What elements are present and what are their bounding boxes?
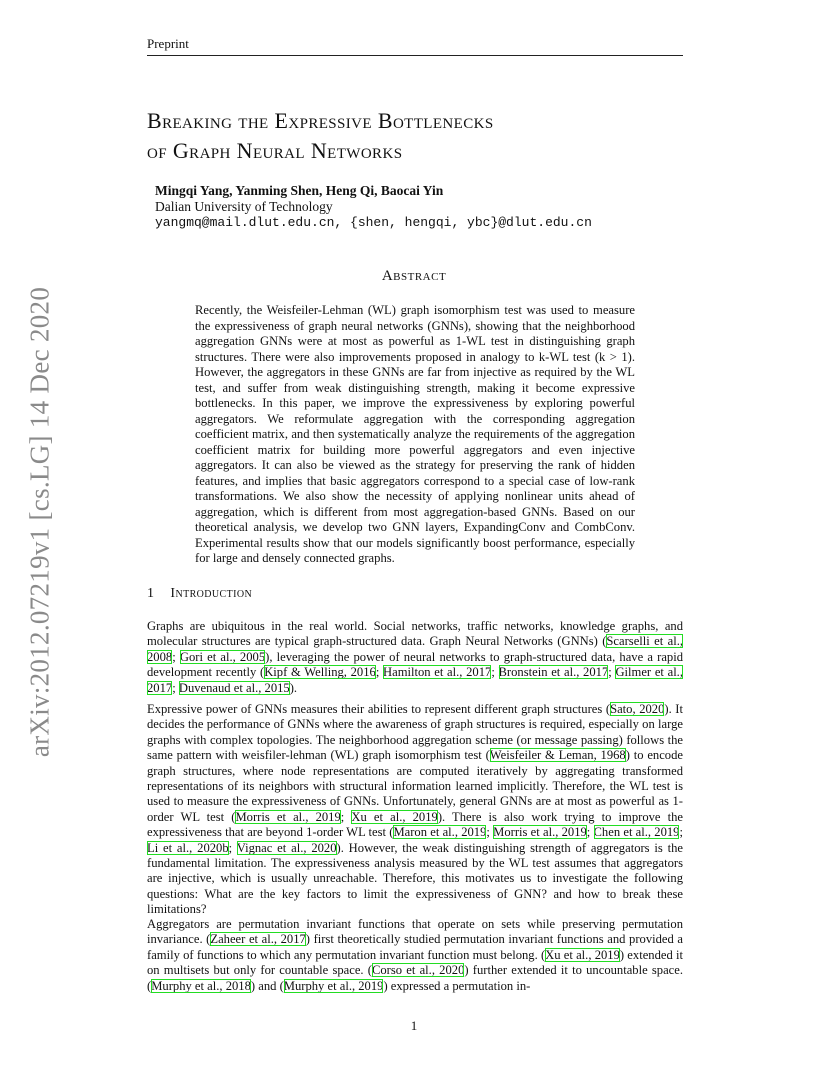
citation-link[interactable]: Murphy et al., 2018 [151, 978, 251, 993]
citation-link[interactable]: Morris et al., 2019 [235, 809, 341, 824]
citation-link[interactable]: Gori et al., 2005 [179, 649, 266, 664]
page-number: 1 [410, 1018, 418, 1033]
citation-link[interactable]: Li et al., 2020b [147, 840, 229, 855]
paragraph-text: ) extended it on multisets but only for countable space. ( [147, 947, 683, 978]
paragraph-text: ) first theoretically studied permutation invariant functions and provided a family of functions to which any permutation invariant function must belong. ( [147, 932, 683, 962]
citation-link[interactable]: Chen et al., 2019 [593, 825, 680, 840]
intro-paragraph-2 [147, 702, 683, 918]
citation-link[interactable]: Corso et al., 2020 [371, 963, 465, 978]
paragraph-text: Graphs are ubiquitous in the real world. Social networks, traffic networks, knowledge graphs, and molecular structures are typical graph-structured data. Graph Neural Networks (GNNs) ( [147, 619, 683, 649]
running-header: Preprint [147, 36, 683, 56]
paragraph-text: Expressive power of GNNs measures their abilities to represent different graph structures ( [147, 702, 611, 716]
section-heading [147, 586, 252, 602]
paragraph-text: ; [375, 665, 384, 680]
paragraph-text: ). [289, 680, 298, 695]
title-line-1: Breaking the Expressive Bottlenecks [147, 108, 494, 133]
paragraph-text: ; [228, 840, 237, 855]
abstract-heading: Abstract [381, 268, 447, 284]
paragraph-text: ; [340, 809, 352, 824]
author-affiliation: Dalian University of Technology [155, 199, 333, 214]
citation-link[interactable]: Weisfeiler & Leman, 1968 [489, 748, 626, 763]
citation-link[interactable]: Duvenaud et al., 2015 [178, 680, 290, 695]
paragraph-text: ) expressed a permutation in- [383, 978, 531, 993]
citation-link[interactable]: Murphy et al., 2019 [283, 978, 384, 993]
intro-paragraph-3 [147, 917, 683, 994]
paragraph-text: ; [608, 665, 616, 680]
paragraph-text: ) further extended it to uncountable space. ( [147, 963, 684, 993]
paragraph-text: ), leveraging the power of neural networks to graph-structured data, have a rapid development recently ( [147, 649, 683, 680]
citation-link[interactable]: Sato, 2020 [610, 702, 665, 716]
paragraph-text: ) and ( [250, 978, 284, 993]
paragraph-text: ). There is also work trying to improve the expressiveness that are beyond 1-order WL test ( [147, 809, 684, 840]
citation-link[interactable]: Bronstein et al., 2017 [498, 665, 609, 680]
title-line-2: of Graph Neural Networks [147, 138, 403, 163]
abstract-text: Recently, the Weisfeiler-Lehman (WL) graph isomorphism test was used to measure the expressiveness of graph neural networks (GNNs), showing that the neighborhood aggregation GNNs were at most as powerful as 1-WL test in distinguishing graph structures. There were also improvements proposed in analogy to k-WL test (k > 1). However, the aggregators in these GNNs are far from injective as required by the WL test, and suffer from weak distinguishing strength, making it become expressive bottlenecks. In this paper, we improve the expressiveness by exploring powerful aggregators. We reformulate aggregation with the corresponding aggregation coefficient matrix, and then systematically analyze the requirements of the aggregation coefficient matrix for building more powerful aggregators and even injective aggregators. It can also be viewed as the strategy for preserving the rank of hidden features, and implies that basic aggregators correspond to a special case of low-rank transformations. We also show the necessity of applying nonlinear units ahead of aggregation, which is different from most aggregation-based GNNs. Based on our theoretical analysis, we develop two GNN layers, ExpandingConv and CombConv. Experimental results show that our models significantly boost performance, especially for large and densely connected graphs. [195, 303, 635, 565]
citation-link[interactable]: Hamilton et al., 2017 [383, 665, 492, 680]
paragraph-text: ; [172, 680, 179, 695]
paragraph-text: Aggregators are permutation invariant functions that operate on sets while preserving permutation invariance. ( [147, 917, 683, 947]
citation-link[interactable]: Scarselli et al., 2008 [147, 634, 683, 664]
paragraph-text: ; [586, 825, 594, 840]
citation-link[interactable]: Maron et al., 2019 [393, 825, 487, 840]
intro-paragraph-1 [147, 619, 683, 696]
paper-title [147, 106, 707, 166]
paragraph-text: ). However, the weak distinguishing strength of aggregators is the fundamental limitation. The expressiveness analysis measured by the WL test assumes that aggregators are injective, which is usually unreachable. Therefore, this motivates us to investigate the following questions: What are the key factors to limit the expressiveness of GNN? and how to break these limitations? [147, 840, 684, 917]
arxiv-identifier: arXiv:2012.07219v1 [cs.LG] 14 Dec 2020 [24, 286, 55, 758]
citation-link[interactable]: Kipf & Welling, 2016 [264, 665, 376, 680]
paragraph-text: ; [491, 665, 499, 680]
arxiv-stamp [18, 282, 62, 762]
section-title: Introduction [170, 586, 253, 601]
author-block [155, 183, 592, 231]
citation-link[interactable]: Morris et al., 2019 [493, 825, 587, 840]
author-email: yangmq@mail.dlut.edu.cn, {shen, hengqi, ybc}@dlut.edu.cn [155, 215, 592, 230]
section-number: 1 [147, 586, 155, 601]
author-names: Mingqi Yang, Yanming Shen, Heng Qi, Baocai Yin [155, 183, 444, 198]
citation-link[interactable]: Xu et al., 2019 [545, 947, 620, 962]
paragraph-text: ; [172, 649, 180, 664]
citation-link[interactable]: Xu et al., 2019 [351, 809, 438, 824]
citation-link[interactable]: Vignac et al., 2020 [236, 840, 337, 855]
paragraph-text: ). It decides the performance of GNNs where the awareness of graph structures is required, especially on large graphs with complex topologies. The neighborhood aggregation scheme (or message passing) follows the same pattern with weisfiler-lehman (WL) graph isomorphism test ( [147, 702, 684, 763]
citation-link[interactable]: Zaheer et al., 2017 [210, 932, 306, 947]
paragraph-text: ; [486, 825, 494, 840]
paragraph-text: ; [679, 825, 683, 840]
paragraph-text: ) to encode graph structures, where node representations are computed iteratively by aggregating transformed representations of its neighbors with structural information learned implicitly. Therefore, the WL test is used to measure the expressiveness of GNNs. Unfortunately, general GNNs are at most as powerful as 1-order WL test ( [147, 748, 683, 824]
citation-link[interactable]: Gilmer et al., 2017 [147, 665, 683, 695]
